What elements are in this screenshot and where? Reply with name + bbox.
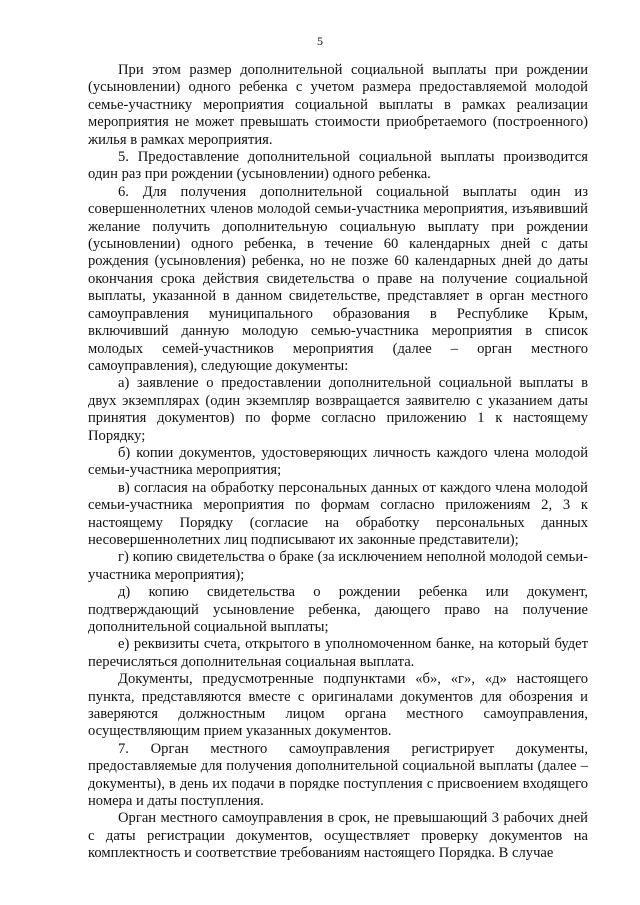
paragraph-payment-limit: При этом размер дополнительной социальной выплаты при рождении (усыновлении) одного ребенка с учетом размера предоставляемой молодой семье-участнику мероприятия социальной выплаты в рамках реализации мероприятия не может превышать стоимости приобретаемого (построенного) жилья в рамках мероприятия. <box>88 62 588 148</box>
document-body <box>88 62 588 863</box>
subitem-e: е) реквизиты счета, открытого в уполномоченном банке, на который будет перечисляться дополнительная социальная выплата. <box>88 636 588 670</box>
paragraph-item-5: 5. Предоставление дополнительной социальной выплаты производится один раз при рождении (усыновлении) одного ребенка. <box>88 149 588 183</box>
subitem-g: г) копию свидетельства о браке (за исключением неполной молодой семьи-участника мероприятия); <box>88 549 588 583</box>
paragraph-item-6: 6. Для получения дополнительной социальной выплаты один из совершеннолетних членов молодой семьи-участника мероприятия, изъявивший желание получить дополнительную социальную выплату при рождении (усыновлении) одного ребенка, в течение 60 календарных дней с даты рождения (усыновления) ребенка, но не позже 60 календарных дней до даты окончания срока действия свидетельства о праве на получение социальной выплаты, указанной в данном свидетельстве, представляет в орган местного самоуправления муниципального образования в Республике Крым, включивший данную молодую семью-участника мероприятия в список молодых семей-участников мероприятия (далее – орган местного самоуправления), следующие документы: <box>88 183 588 374</box>
paragraph-documents-originals: Документы, предусмотренные подпунктами «б», «г», «д» настоящего пункта, представляются вместе с оригиналами документов для обозрения и заверяются должностным лицом органа местного самоуправления, осуществляющим прием указанных документов. <box>88 671 588 740</box>
subitem-b: б) копии документов, удостоверяющих личность каждого члена молодой семьи-участника мероприятия; <box>88 444 588 479</box>
page-number: 5 <box>317 34 323 48</box>
subitem-v: в) согласия на обработку персональных данных от каждого члена молодой семьи-участника мероприятия по формам согласно приложениям 2, 3 к настоящему Порядку (согласие на обработку персональных данных несовершеннолетних лиц подписывают их законные представители); <box>88 479 588 548</box>
subitem-d: д) копию свидетельства о рождении ребенка или документ, подтверждающий усыновление ребенка, дающего право на получение дополнительной социальной выплаты; <box>88 584 588 635</box>
paragraph-document-check: Орган местного самоуправления в срок, не превышающий 3 рабочих дней с даты регистрации документов, осуществляет проверку документов на комплектность и соответствие требованиям настоящего Порядка. В случае <box>88 810 588 862</box>
paragraph-item-7: 7. Орган местного самоуправления регистрирует документы, предоставляемые для получения дополнительной социальной выплаты (далее – документы), в день их подачи в порядке поступления с присвоением входящего номера и даты поступления. <box>88 740 588 810</box>
subitem-a: а) заявление о предоставлении дополнительной социальной выплаты в двух экземплярах (один экземпляр возвращается заявителю с указанием даты принятия документов) по форме согласно приложению 1 к настоящему Порядку; <box>88 375 588 444</box>
